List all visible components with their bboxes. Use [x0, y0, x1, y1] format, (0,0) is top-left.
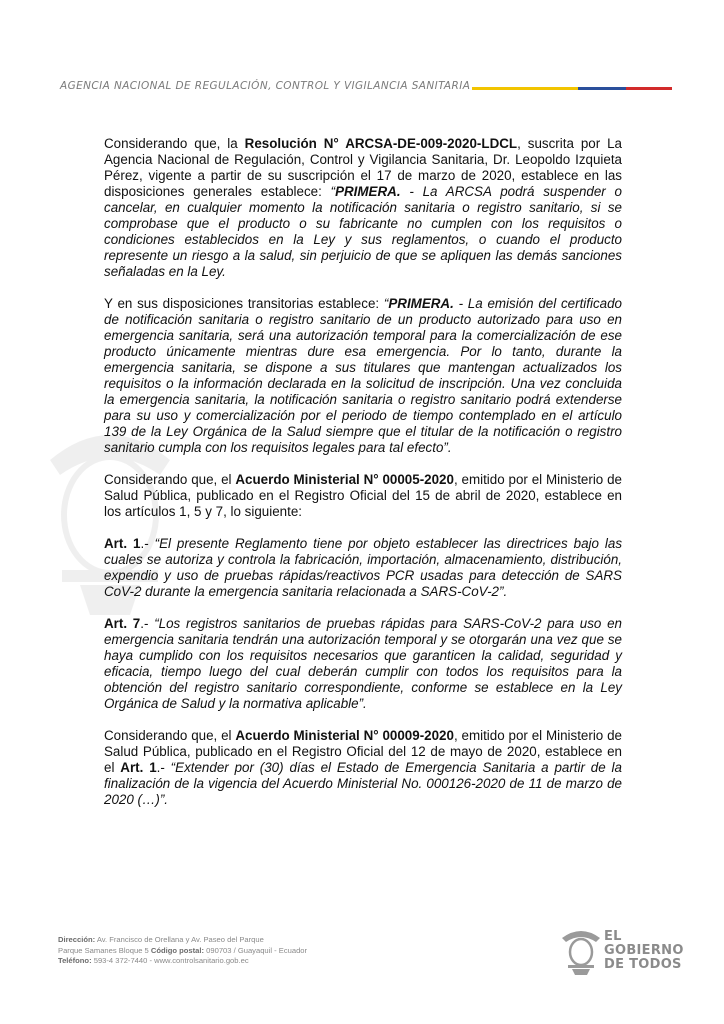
phone-value: 593-4 372-7440 - www.controlsanitario.gob.ec	[91, 956, 249, 965]
quoted-text: “Los registros sanitarios de pruebas rápidas para SARS-CoV-2 para uso en emergencia sanitaria tendrán una autorización temporal y se otorgarán una vez que se haya cumplido con los requisitos necesarios que garanticen la calidad, seguridad y eficacia, tiempo luego del cual deberán cumplir con todos los requisitos para la obtención del registro sanitario correspondiente, conforme se establece en la Ley Orgánica de Salud y la normativa aplicable”.	[104, 616, 623, 711]
text-run: Considerando que, la	[104, 136, 245, 151]
resolution-reference: Resolución N° ARCSA-DE-009-2020-LDCL	[244, 136, 518, 151]
logo-line-3: DE TODOS	[604, 957, 682, 972]
logo-line-2: GOBIERNO	[604, 943, 684, 958]
text-run: , emitido por el Ministerio de Salud Pública, publicado en el Registro Oficial del 12 de mayo de 2020, establece en el	[104, 728, 622, 775]
clause-heading: PRIMERA.	[335, 184, 401, 199]
address-label: Dirección:	[58, 935, 96, 944]
page-header	[0, 78, 724, 98]
logo-line-1: EL	[604, 929, 622, 944]
flag-stripe-red	[626, 87, 672, 90]
article-label: Art. 7	[104, 616, 141, 631]
paragraph-art-7	[104, 616, 622, 712]
postal-label: Código postal:	[150, 945, 205, 955]
text-run: , suscrita por La Agencia Nacional de Regulación, Control y Vigilancia Sanitaria, Dr. Leopoldo Izquieta Pérez, vigente a partir de su suscripción el 17 de marzo de 2020, establece en las disposiciones generales establece:	[104, 136, 623, 199]
quoted-text: “Extender por (30) días el Estado de Emergencia Sanitaria a partir de la finalización de la vigencia del Acuerdo Ministerial No. 000126-2020 de 11 de marzo de 2020 (…)”.	[104, 760, 622, 807]
address-value: Av. Francisco de Orellana y Av. Paseo del Parque	[95, 935, 264, 944]
acuerdo-reference: Acuerdo Ministerial N° 00005-2020	[235, 472, 454, 487]
document-body	[104, 136, 622, 824]
phone-label: Teléfono:	[58, 956, 92, 965]
paragraph-transitorias	[104, 296, 622, 456]
quote-open: “	[330, 184, 336, 199]
clause-heading: PRIMERA.	[388, 296, 454, 311]
text-run: Considerando que, el	[104, 472, 236, 487]
article-label: Art. 1	[120, 760, 157, 775]
text-run: Considerando que, el	[104, 728, 236, 743]
text-run: Y en sus disposiciones transitorias establece:	[104, 296, 384, 311]
quote-open: “	[383, 296, 389, 311]
text-run: .-	[156, 760, 171, 775]
acuerdo-reference: Acuerdo Ministerial N° 00009-2020	[235, 728, 454, 743]
postal-value: 090703 / Guayaquil - Ecuador	[204, 945, 308, 955]
flag-stripe-yellow	[472, 87, 578, 90]
flag-stripe-blue	[578, 87, 626, 90]
text-run: .-	[140, 536, 155, 551]
government-logo-text	[604, 930, 684, 972]
text-run: , emitido por el Ministerio de Salud Pública, publicado en el Registro Oficial del 15 de abril de 2020, establece en los artículos 1, 5 y 7, lo siguiente:	[104, 472, 622, 519]
paragraph-art-1	[104, 536, 622, 600]
paragraph-resolucion	[104, 136, 622, 280]
ecuador-coat-of-arms-icon	[560, 928, 602, 976]
paragraph-acuerdo-00009	[104, 728, 622, 808]
article-label: Art. 1	[104, 536, 141, 551]
quoted-text: - La ARCSA podrá suspender o cancelar, en cualquier momento la notificación sanitaria o registro sanitario, si se comprobase que el producto o su fabricante no cumplen con los requisitos o condiciones establecidos en la Ley y sus reglamentos, o cuando el producto represente un riesgo a la salud, sin perjuicio de que se apliquen las demás sanciones señaladas en la Ley.	[104, 184, 623, 279]
address-line2: Parque Samanes Bloque 5	[58, 945, 151, 955]
text-run: .-	[140, 616, 155, 631]
agency-header-title: AGENCIA NACIONAL DE REGULACIÓN, CONTROL Y VIGILANCIA SANITARIA	[60, 80, 471, 92]
quoted-text: - La emisión del certificado de notificación sanitaria o registro sanitario de un producto autorizado para uso en emergencia sanitaria, será una autorización temporal para la comercialización de ese producto únicamente mientras dure esa emergencia. Por lo tanto, durante la emergencia sanitaria, se dispone a sus titulares que mantengan actualizados los requisitos o la información declarada en la solicitud de inscripción. Una vez concluida la emergencia sanitaria, la notificación sanitaria o registro sanitario podrá extenderse para su uso y comercialización por el periodo de tiempo contemplado en el artículo 139 de la Ley Orgánica de la Salud siempre que el titular de la notificación o registro sanitario cumpla con los requisitos legales para tal efecto”.	[104, 296, 622, 455]
paragraph-acuerdo-00005	[104, 472, 622, 520]
quoted-text: “El presente Reglamento tiene por objeto establecer las directrices bajo las cuales se autoriza y controla la fabricación, importación, almacenamiento, distribución, expendio y uso de pruebas rápidas/reactivos PCR usadas para detección de SARS CoV-2 durante la emergencia sanitaria relacionada a SARS-CoV-2”.	[104, 536, 623, 599]
footer-address	[58, 935, 307, 967]
